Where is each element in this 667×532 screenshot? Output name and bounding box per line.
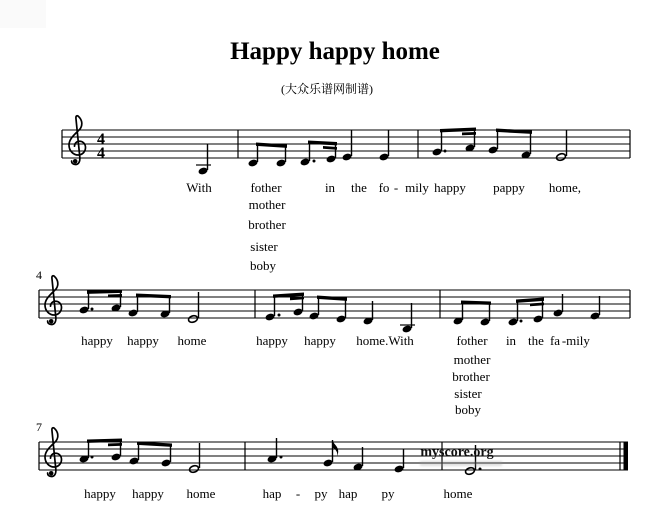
lyric-word: hap <box>262 486 282 501</box>
lyric-word: mother <box>453 352 491 367</box>
song-title: Happy happy home <box>230 38 440 65</box>
lyric-word: happy <box>81 333 113 348</box>
lyric-word: hap <box>338 486 358 501</box>
lyric-word: brother <box>452 369 490 384</box>
lyric-word: happy <box>132 486 164 501</box>
lyric-word: in <box>505 333 517 348</box>
lyric-word: in <box>324 180 336 195</box>
lyric-word: - <box>393 180 399 195</box>
lyric-word: happy <box>256 333 288 348</box>
lyric-word: home.With <box>356 333 414 348</box>
lyric-word: - <box>295 486 301 501</box>
watermark: myscore.org <box>420 445 494 460</box>
lyric-word: happy <box>304 333 336 348</box>
lyric-word: boby <box>250 258 276 273</box>
time-signature: 4 <box>97 131 105 148</box>
lyric-word: mother <box>248 197 286 212</box>
lyric-word: sister <box>250 239 278 254</box>
lyric-word: brother <box>248 217 286 232</box>
lyric-word: - <box>561 333 567 348</box>
measure-number: 7 <box>36 420 42 434</box>
lyric-word: py <box>314 486 328 501</box>
lyric-word: the <box>351 180 367 195</box>
lyric-word: happy <box>127 333 159 348</box>
lyric-word: pappy <box>493 180 525 195</box>
lyric-word: fother <box>456 333 488 348</box>
lyric-word: mily <box>405 180 429 195</box>
watermark-ghost <box>420 461 502 466</box>
lyric-word: home <box>177 333 207 348</box>
measure-number: 4 <box>36 268 42 282</box>
lyric-word: fother <box>250 180 282 195</box>
lyric-word: fo <box>378 180 390 195</box>
time-signature: 4 <box>97 145 105 162</box>
lyric-word: home <box>186 486 216 501</box>
lyric-word: home, <box>548 180 582 195</box>
subtitle-credit: (大众乐谱网制谱) <box>281 82 373 96</box>
lyric-word: home <box>443 486 473 501</box>
lyric-word: py <box>381 486 395 501</box>
lyric-word: fa <box>549 333 561 348</box>
lyric-word: With <box>186 180 212 195</box>
lyric-word: the <box>528 333 544 348</box>
lyric-word: happy <box>434 180 466 195</box>
lyric-word: sister <box>454 386 482 401</box>
lyric-word: boby <box>455 402 481 417</box>
lyric-word: mily <box>566 333 590 348</box>
lyric-word: happy <box>84 486 116 501</box>
